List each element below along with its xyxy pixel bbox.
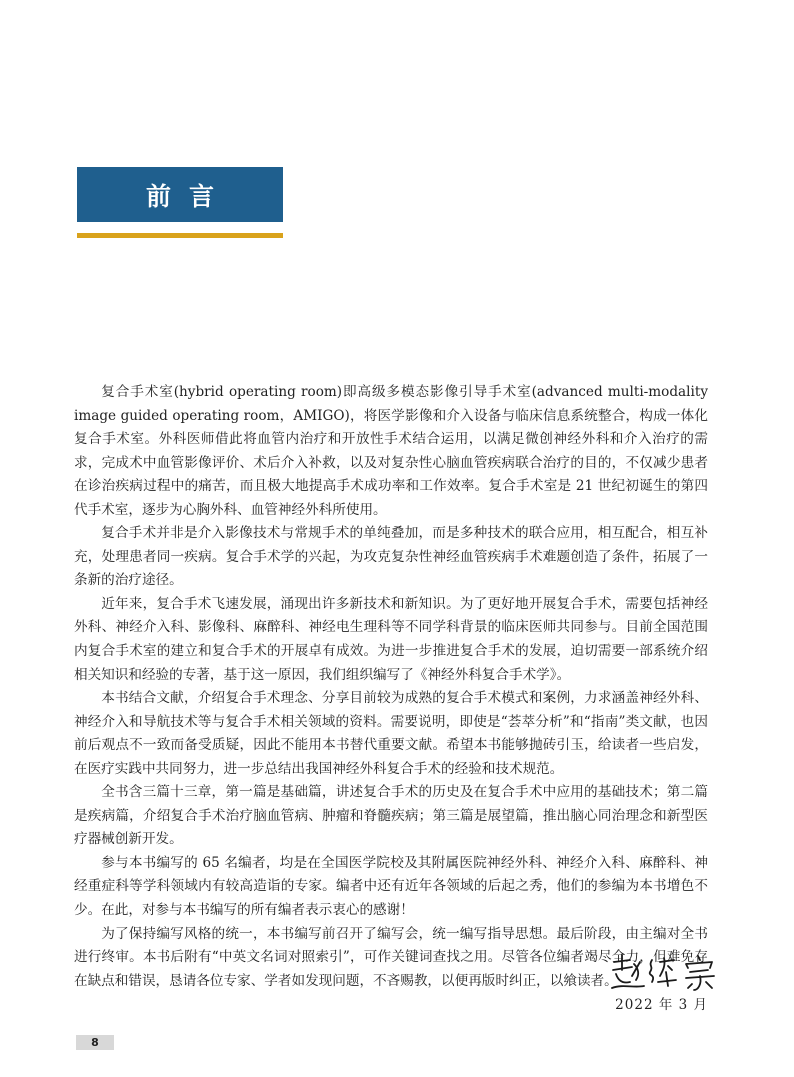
paragraph: 近年来，复合手术飞速发展，涌现出许多新技术和新知识。为了更好地开展复合手术，需要包括神经外科、神经介入科、影像科、麻醉科、神经电生理科等不同学科背景的临床医师共同参与。目前全国范围内复合手术室的建立和复合手术的开展卓有成效。为进一步推进复合手术的发展，迫切需要一部系统介绍相关知识和经验的专著，基于这一原因，我们组织编写了《神经外科复合手术学》。	[74, 595, 708, 683]
paragraph: 复合手术并非是介入影像技术与常规手术的单纯叠加，而是多种技术的联合应用，相互配合，相互补充，处理患者同一疾病。复合手术学的兴起，为攻克复杂性神经血管疾病手术难题创造了条件，拓展了一条新的治疗途径。	[74, 525, 708, 589]
paragraph: 复合手术室(hybrid operating room)即高级多模态影像引导手术室(advanced multi-modality image guided operating room，AMIGO)，将医学影像和介入设备与临床信息系统整合，构成一体化复合手术室。外科医师借此将血管内治疗和开放性手术结合运用，以满足微创神经外科和介入治疗的需求，完成术中血管影像评价、术后介入补救，以及对复杂性心脑血管疾病联合治疗的目的，不仅减少患者在诊治疾病过程中的痛苦，而且极大地提高手术成功率和工作效率。复合手术室是 21 世纪初诞生的第四代手术室，逐步为心胸外科、血管神经外科所使用。	[74, 384, 708, 518]
paragraph: 为了保持编写风格的统一，本书编写前召开了编写会，统一编写指导思想。最后阶段，由主编对全书进行终审。本书后附有“中英文名词对照索引”，可作关键词查找之用。尽管各位编者竭尽全力，但难免存在缺点和错误，恳请各位专家、学者如发现问题，不吝赐教，以便再版时纠正，以飨读者。	[74, 925, 708, 989]
handwritten-signature	[608, 952, 728, 998]
page-number: 8	[76, 1035, 114, 1050]
signature-icon	[608, 952, 728, 994]
date-line: 2022 年 3 月	[615, 997, 708, 1013]
preface-body	[74, 381, 708, 993]
paragraph: 参与本书编写的 65 名编者，均是在全国医学院校及其附属医院神经外科、神经介入科、麻醉科、神经重症科等学科领域内有较高造诣的专家。编者中还有近年各领域的后起之秀，他们的参编为本书增色不少。在此，对参与本书编写的所有编者表示衷心的感谢！	[74, 854, 708, 919]
title-underline	[77, 233, 283, 238]
paragraph: 全书含三篇十三章，第一篇是基础篇，讲述复合手术的历史及在复合手术中应用的基础技术；第二篇是疾病篇，介绍复合手术治疗脑血管病、肿瘤和脊髓疾病；第三篇是展望篇，推出脑心同治理念和新型医疗器械创新开发。	[74, 784, 708, 848]
page-title: 前言	[145, 181, 232, 211]
paragraph: 本书结合文献，介绍复合手术理念、分享目前较为成熟的复合手术模式和案例，力求涵盖神经外科、神经介入和导航技术等与复合手术相关领域的资料。需要说明，即使是“荟萃分析”和“指南”类文献，也因前后观点不一致而备受质疑，因此不能用本书替代重要文献。希望本书能够抛砖引玉，给读者一些启发，在医疗实践中共同努力，进一步总结出我国神经外科复合手术的经验和技术规范。	[74, 690, 708, 777]
title-banner	[77, 167, 283, 222]
